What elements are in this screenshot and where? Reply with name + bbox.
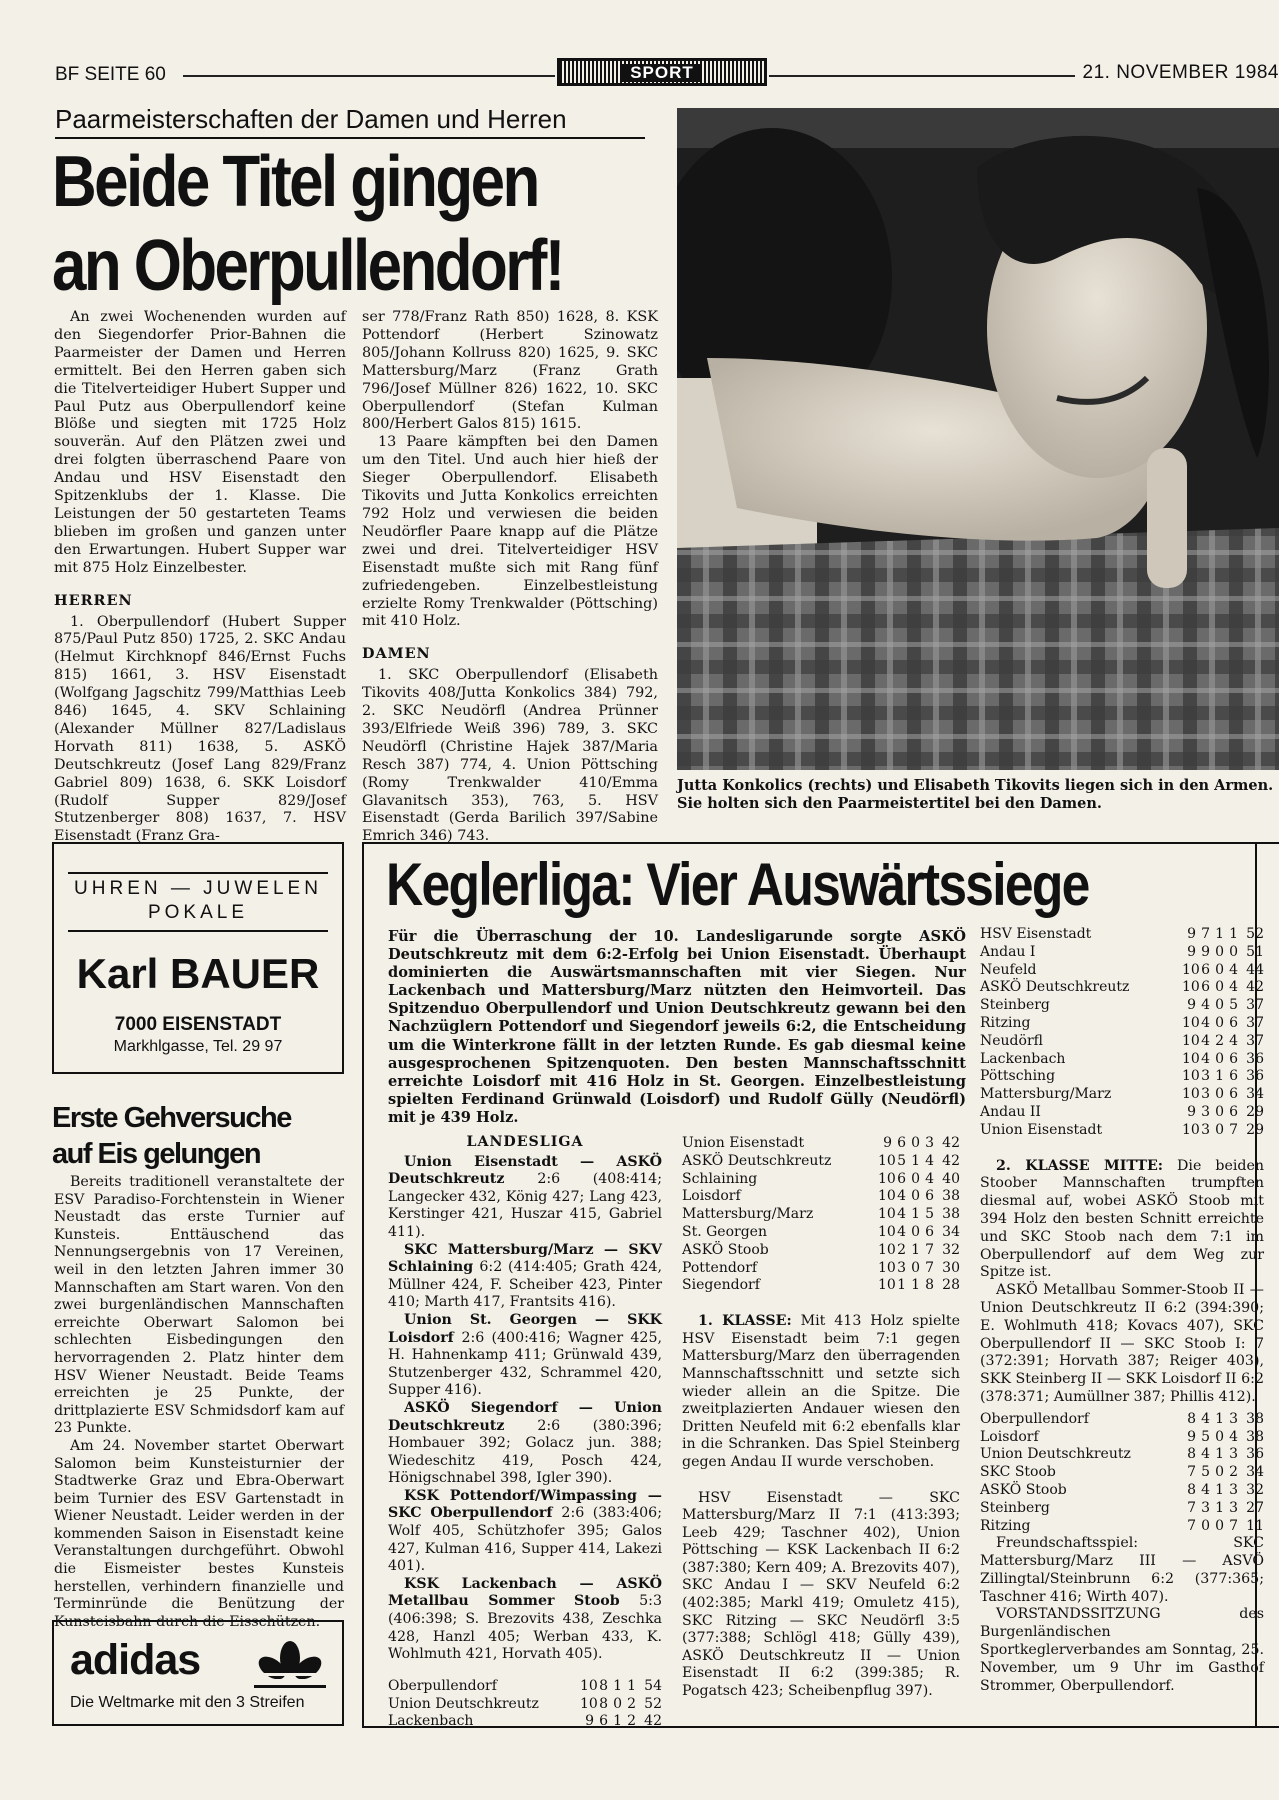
article-column-2 — [362, 309, 658, 846]
table-cell: 8 — [925, 1277, 934, 1294]
ad-tagline-2: POKALE — [147, 902, 249, 923]
headline-line-2: an Oberpullendorf! — [52, 226, 563, 306]
landesliga-results — [388, 1154, 662, 1664]
table-cell: 1 — [911, 1152, 920, 1169]
table-cell: 0 — [1215, 1014, 1224, 1031]
table-cell: 42 — [942, 1152, 960, 1169]
table-cell: 1 — [1215, 926, 1224, 942]
article-column-1 — [54, 309, 346, 846]
table-cell: 10 — [1182, 1086, 1200, 1103]
table-cell: 28 — [942, 1277, 960, 1294]
table-cell: 4 — [925, 1170, 934, 1187]
table-row — [682, 1242, 960, 1260]
team-name: Lackenbach — [980, 1050, 1066, 1067]
table-cell: 8 — [1187, 1446, 1196, 1463]
table-row — [682, 1277, 960, 1295]
match-teams: KSK Lackenbach — ASKÖ Metallbau Sommer Stoob — [388, 1575, 662, 1610]
klasse1-table — [980, 926, 1264, 1140]
table-row — [682, 1135, 960, 1153]
keglerliga-lead: Für die Überraschung der 10. Landesligarunde sorgte ASKÖ Deutschkreutz mit dem 6:2-Erfolg bei Union Eisenstadt. Überhaupt dominierten die Auswärtsmannschaften mit vier Siegen. Nur Lackenbach und Mattersburg/Marz nützten den Heimvorteil. Das Spitzenduo Oberpullendorf und Union Deutschkreutz gewann bei den Nachzüglern Pottendorf und Siegendorf jeweils 6:2, die Entscheidung um die Winterkrone fällt in der letzten Runde. Es gab diesmal keine ausgesprochenen Spitzenquoten. Den besten Mannschaftsschnitt erreichte Loisdorf mit 416 Holz in St. Georgen. Einzelbestleistung spielten Ferdinand Grünwald (Loisdorf) und Rudolf Gülly (Neudörfl) mit je 439 Holz. — [388, 928, 966, 1126]
table-cell: 0 — [1215, 1103, 1224, 1120]
table-cell: 9 — [1187, 926, 1196, 942]
table-cell: 3 — [1201, 1499, 1210, 1516]
match-teams: SKC Mattersburg/Marz — SKV Schlaining — [388, 1241, 662, 1276]
issue-date: 21. NOVEMBER 1984 — [1082, 62, 1279, 83]
table-cell: 4 — [1229, 979, 1238, 996]
table-cell: 0 — [1215, 997, 1224, 1014]
table-cell: 9 — [883, 1135, 892, 1151]
klasse2-table — [980, 1411, 1264, 1536]
klasse2-heading: 2. KLASSE MITTE: — [996, 1157, 1164, 1174]
table-cell: 8 — [599, 1677, 608, 1694]
team-name: SKC Stoob — [980, 1464, 1056, 1481]
match-result — [388, 1312, 662, 1400]
klasse2-column — [980, 926, 1264, 1695]
table-cell: 3 — [1229, 1481, 1238, 1498]
table-cell: 4 — [925, 1152, 934, 1169]
table-cell: 1 — [911, 1277, 920, 1294]
team-name: St. Georgen — [682, 1223, 767, 1240]
table-cell: 6 — [1229, 1014, 1238, 1031]
table-cell: 10 — [1182, 1014, 1200, 1031]
team-name: Pöttsching — [980, 1068, 1056, 1085]
table-cell: 10 — [1182, 1050, 1200, 1067]
table-cell: 10 — [580, 1677, 598, 1694]
table-cell: 5 — [1201, 1464, 1210, 1481]
table-cell: 0 — [1215, 961, 1224, 978]
table-cell: 1 — [897, 1277, 906, 1294]
table-cell: 52 — [644, 1695, 662, 1712]
team-name: ASKÖ Deutschkreutz — [980, 979, 1130, 996]
match-teams: ASKÖ Siegendorf — Union Deutschkreutz — [388, 1399, 662, 1434]
article-headline — [52, 140, 568, 308]
table-cell: 27 — [1246, 1499, 1264, 1516]
table-cell: 6 — [1229, 1086, 1238, 1103]
table-cell: 3 — [1229, 1499, 1238, 1516]
table-cell: 10 — [878, 1152, 896, 1169]
team-name: Ritzing — [980, 1014, 1031, 1031]
adidas-wordmark: adidas — [70, 1636, 201, 1684]
table-cell: 1 — [1215, 1499, 1224, 1516]
table-cell: 6 — [897, 1135, 906, 1151]
ad-tagline-1: UHREN — JUWELEN — [74, 878, 322, 899]
table-cell: 8 — [599, 1695, 608, 1712]
table-row — [980, 1122, 1264, 1140]
table-cell: 1 — [1215, 1481, 1224, 1498]
section-label-box — [557, 58, 767, 86]
keglerliga-headline: Keglerliga: Vier Auswärtssiege — [386, 851, 1089, 918]
table-cell: 0 — [1215, 1050, 1224, 1067]
table-row — [388, 1713, 662, 1731]
table-cell: 1 — [1215, 1068, 1224, 1085]
photo-caption: Jutta Konkolics (rechts) und Elisabeth Tikovits liegen sich in den Armen. Sie holten sich den Paarmeistertitel bei den Damen. — [677, 777, 1274, 812]
table-cell: 4 — [897, 1206, 906, 1223]
match-detail: 2:6 (400:416; Wagner 425, H. Hahnenkamp 411; Grünwald 439, Stutzenberger 432, Schrammel 420, Supper 416). — [388, 1329, 662, 1399]
herren-heading: HERREN — [54, 591, 133, 609]
table-row — [388, 1678, 662, 1696]
table-row — [980, 1446, 1264, 1464]
table-cell: 7 — [1201, 926, 1210, 942]
match-result — [388, 1400, 662, 1488]
table-cell: 0 — [1215, 943, 1224, 960]
team-name: Neufeld — [980, 961, 1037, 978]
table-cell: 0 — [1215, 1517, 1224, 1534]
table-row — [980, 1086, 1264, 1104]
table-cell: 1 — [1215, 1410, 1224, 1427]
team-name: ASKÖ Stoob — [682, 1241, 769, 1258]
team-name: Oberpullendorf — [980, 1410, 1089, 1427]
table-row — [682, 1260, 960, 1278]
table-cell: 34 — [942, 1223, 960, 1240]
landesliga-column — [388, 1134, 662, 1731]
match-result — [388, 1576, 662, 1664]
table-cell: 10 — [580, 1695, 598, 1712]
table-row — [682, 1206, 960, 1224]
ad-city: 7000 EISENSTADT — [114, 1014, 282, 1035]
table-cell: 5 — [1229, 997, 1238, 1014]
table-cell: 9 — [1187, 1103, 1196, 1120]
ad-adidas — [52, 1620, 344, 1726]
table-cell: 6 — [1201, 961, 1210, 978]
team-name: Loisdorf — [980, 1428, 1039, 1445]
trefoil-icon — [250, 1640, 330, 1688]
match-detail: 2:6 (380:396; Hombauer 392; Golacz jun. 388; Wiedeschitz 419, Posch 424, Hönigschnabel 398, Igler 390). — [388, 1417, 662, 1487]
ice-headline-line-1: Erste Gehversuche — [52, 1102, 291, 1134]
table-cell: 10 — [878, 1259, 896, 1276]
table-cell: 3 — [897, 1259, 906, 1276]
headline-line-1: Beide Titel gingen — [52, 142, 538, 222]
photo-illustration — [677, 108, 1279, 770]
ice-article-body — [54, 1174, 344, 1631]
table-cell: 54 — [644, 1677, 662, 1694]
table-row — [980, 962, 1264, 980]
klasse1-paragraph — [682, 1313, 960, 1471]
team-name: ASKÖ Deutschkreutz — [682, 1152, 832, 1169]
herren-results-cont: ser 778/Franz Rath 850) 1628, 8. KSK Pottendorf (Herbert Szinowatz 805/Johann Kollruss 820) 1625, 9. SKC Mattersburg/Marz (Franz Grath 796/Josef Müllner 826) 1622, 10. SKC Oberpullendorf (Stefan Kulman 800/Herbert Galos 815) 1615. — [362, 309, 658, 433]
table-cell: 8 — [1187, 1410, 1196, 1427]
ad-divider-top — [68, 872, 328, 874]
table-cell: 7 — [1187, 1464, 1196, 1481]
vorstandssitzung: VORSTANDSSITZUNG des Burgenländischen Sportkeglerverbandes am Sonntag, 25. November, um 9 Uhr im Gasthof Strommer, Oberpullendorf. — [980, 1606, 1264, 1694]
table-cell: 0 — [1215, 1086, 1224, 1103]
table-cell: 4 — [897, 1188, 906, 1205]
table-cell: 2 — [1215, 1032, 1224, 1049]
team-name: Oberpullendorf — [388, 1677, 497, 1694]
article-kicker: Paarmeisterschaften der Damen und Herren — [55, 104, 645, 139]
table-cell: 0 — [1229, 943, 1238, 960]
damen-paragraph: 13 Paare kämpften bei den Damen um den Titel. Und auch hier hieß der Sieger Oberpullendorf. Elisabeth Tikovits und Jutta Konkolics erreichten 792 Holz und verwiesen die beiden Neudörfler Paare knapp auf die Plätze zwei und drei. Titelverteidiger HSV Eisenstadt mußte sich mit Rang fünf zufriedengeben. Einzelbestleistung erzielte Romy Trenkwalder (Pöttsching) mit 410 Holz. — [362, 434, 658, 630]
klasse1-results: HSV Eisenstadt — SKC Mattersburg/Marz II 7:1 (413:393; Leeb 429; Taschner 402), Union Pöttsching — KSK Lackenbach II 6:2 (387:380; Kern 409; A. Brezovits 407), SKC Andau I — SKV Neufeld 6:2 (402:385; Markl 419; Omuletz 415), SKC Ritzing — SKC Neudörfl 3:5 (377:388; Schlögl 418; Gülly 439), ASKÖ Deutschkreutz II — Union Eisenstadt II 6:2 (399:385; R. Pogatsch 423; Scheibenpflug 397). — [682, 1489, 960, 1700]
table-cell: 3 — [1229, 1446, 1238, 1463]
klasse1-body: Mit 413 Holz spielte HSV Eisenstadt beim 7:1 gegen Mattersburg/Marz den überragenden Mannschaftsschnitt und setzte sich wieder allein an die Spitze. Die zweitplazierten Andauer wiesen den Dritten Neufeld mit 6:2 ebenfalls klar in die Schranken. Das Spiel Steinberg gegen Andau II wurde verschoben. — [682, 1313, 960, 1470]
table-cell: 1 — [1229, 926, 1238, 942]
table-cell: 4 — [1201, 1446, 1210, 1463]
table-cell: 9 — [1187, 943, 1196, 960]
table-cell: 6 — [925, 1223, 934, 1240]
table-cell: 10 — [878, 1206, 896, 1223]
table-cell: 3 — [925, 1135, 934, 1151]
table-cell: 32 — [1246, 1481, 1264, 1498]
table-cell: 6 — [1229, 1068, 1238, 1085]
table-cell: 6 — [1201, 979, 1210, 996]
table-row — [980, 1482, 1264, 1500]
team-name: Lackenbach — [388, 1713, 474, 1730]
table-cell: 10 — [878, 1241, 896, 1258]
table-cell: 2 — [1229, 1464, 1238, 1481]
table-cell: 10 — [878, 1277, 896, 1294]
intro-paragraph: An zwei Wochenenden wurden auf den Siegendorfer Prior-Bahnen die Paarmeister der Damen und Herren ermittelt. Bei den Herren gaben sich die Titelverteidiger Hubert Supper und Paul Putz aus Oberpullendorf keine Blöße und siegten mit 1725 Holz souverän. Auf den Plätzen zwei und drei folgten überraschend Paare von Andau und HSV Eisenstadt den Spitzenklubs der 1. Klasse. Die Leistungen der 50 gestarteten Teams blieben im großen und ganzen unter den Erwartungen. Hubert Supper war mit 875 Holz Einzelbester. — [54, 309, 346, 576]
team-name: Mattersburg/Marz — [682, 1206, 814, 1223]
landesliga-table-part1 — [388, 1678, 662, 1731]
team-name: Siegendorf — [682, 1277, 760, 1294]
table-cell: 0 — [1201, 1517, 1210, 1534]
table-cell: 3 — [1201, 1121, 1210, 1138]
table-row — [980, 1464, 1264, 1482]
table-cell: 5 — [897, 1152, 906, 1169]
match-detail: 2:6 (408:414; Langecker 432, König 427; Lang 423, Kerstinger 421, Huszar 415, Gabriel 411). — [388, 1171, 662, 1240]
table-cell: 2 — [627, 1713, 636, 1730]
table-row — [388, 1696, 662, 1714]
table-cell: 10 — [1182, 961, 1200, 978]
match-detail: 2:6 (383:406; Wolf 405, Schützhofer 395; Galos 427, Kulman 416, Supper 414, Lakezi 401). — [388, 1505, 662, 1575]
table-cell: 6 — [1229, 1050, 1238, 1067]
table-cell: 0 — [1215, 1121, 1224, 1138]
table-cell: 52 — [1246, 926, 1264, 942]
table-cell: 10 — [1182, 1068, 1200, 1085]
table-cell: 7 — [1187, 1499, 1196, 1516]
table-cell: 2 — [627, 1695, 636, 1712]
table-row — [980, 1051, 1264, 1069]
table-cell: 38 — [942, 1206, 960, 1223]
table-cell: 9 — [1187, 997, 1196, 1014]
ad-business-name: Karl BAUER — [76, 950, 320, 997]
table-cell: 5 — [1201, 1428, 1210, 1445]
table-cell: 4 — [1201, 1014, 1210, 1031]
table-cell: 5 — [925, 1206, 934, 1223]
header-rule-right — [769, 75, 1075, 77]
table-cell: 0 — [911, 1188, 920, 1205]
ice-paragraph-2: Am 24. November startet Oberwart Salomon beim Kunsteisturnier der Stadtwerke Graz und Ebra-Oberwart beim Turnier des ESV Gartenstadt in Wiener Neustadt. Leider werden in der kommenden Saison in Eisenstadt keine Veranstaltungen durchgeführt. Obwohl die Eismeister bestes Kunsteis herstellen, verhindern finanzielle und Terminründe die Benützung der Kunsteisbahn durch die Eisschützen. — [54, 1437, 344, 1630]
table-cell: 36 — [1246, 1446, 1264, 1463]
table-cell: 38 — [1246, 1428, 1264, 1445]
table-cell: 38 — [1246, 1410, 1264, 1427]
table-cell: 3 — [1201, 1086, 1210, 1103]
team-name: Pottendorf — [682, 1259, 758, 1276]
match-detail: 6:2 (414:405; Grath 424, Müllner 424, F. Scheiber 423, Pinter 410; Marth 417, Frantsits 416). — [388, 1259, 662, 1311]
table-cell: 0 — [911, 1170, 920, 1187]
table-cell: 1 — [911, 1241, 920, 1258]
table-row — [980, 1015, 1264, 1033]
ice-article-headline — [52, 1100, 352, 1172]
table-cell: 4 — [1201, 1481, 1210, 1498]
team-name: Neudörfl — [980, 1032, 1043, 1049]
page-number: BF SEITE 60 — [55, 64, 166, 85]
match-teams: Union Eisenstadt — ASKÖ Deutschkreutz — [388, 1153, 662, 1188]
table-cell: 10 — [1182, 1121, 1200, 1138]
herren-results: 1. Oberpullendorf (Hubert Supper 875/Paul Putz 850) 1725, 2. SKC Andau (Helmut Kirchknopf 846/Ernst Fuchs 815) 1661, 3. HSV Eisenstadt (Wolfgang Jagschitz 799/Matthias Leeb 846) 1645, 4. SKV Schlaining (Alexander Müllner 827/Ladislaus Horvath 811) 1638, 5. ASKÖ Deutschkreutz (Josef Lang 829/Franz Gabriel 809) 1638, 6. SKK Loisdorf (Rudolf Supper 829/Josef Stutzenberger 808) 1637, 7. HSV Eisenstadt (Franz Gra- — [54, 613, 346, 845]
table-cell: 0 — [1215, 1428, 1224, 1445]
table-cell: 32 — [942, 1241, 960, 1258]
ad-divider-bottom — [68, 930, 328, 932]
section-label: SPORT — [622, 64, 702, 82]
table-cell: 0 — [1215, 979, 1224, 996]
table-cell: 4 — [1229, 961, 1238, 978]
header-rule-left — [183, 75, 555, 77]
table-cell: 37 — [1246, 997, 1264, 1014]
table-cell: 7 — [925, 1241, 934, 1258]
team-name: Mattersburg/Marz — [980, 1086, 1112, 1103]
table-cell: 1 — [911, 1206, 920, 1223]
table-cell: 6 — [1229, 1103, 1238, 1120]
klasse1-column — [682, 1135, 960, 1701]
table-cell: 4 — [1201, 1032, 1210, 1049]
team-name: Steinberg — [980, 997, 1050, 1014]
table-row — [682, 1171, 960, 1189]
table-row — [980, 979, 1264, 997]
table-cell: 36 — [1246, 1050, 1264, 1067]
match-teams: KSK Pottendorf/Wimpassing — SKC Oberpullendorf — [388, 1487, 662, 1522]
table-cell: 7 — [1187, 1517, 1196, 1534]
table-cell: 8 — [1187, 1481, 1196, 1498]
klasse2-body: Die beiden Stoober Mannschaften trumpften diesmal auf, wobei ASKÖ Stoob mit 394 Holz den besten Schnitt erreichte und SKC Stoob nach dem 7:1 im Oberpullendorf auf dem Weg zur Spitze ist. — [980, 1157, 1265, 1281]
ice-headline-line-2: auf Eis gelungen — [52, 1138, 261, 1170]
table-cell: 44 — [1246, 961, 1264, 978]
table-row — [980, 944, 1264, 962]
table-row — [682, 1188, 960, 1206]
table-cell: 37 — [1246, 1014, 1264, 1031]
table-row — [980, 1500, 1264, 1518]
table-cell: 0 — [911, 1223, 920, 1240]
table-cell: 29 — [1246, 1103, 1264, 1120]
team-name: Loisdorf — [682, 1188, 741, 1205]
table-cell: 10 — [1182, 979, 1200, 996]
team-name: Union Deutschkreutz — [388, 1695, 539, 1712]
table-cell: 10 — [1182, 1032, 1200, 1049]
match-result — [388, 1242, 662, 1312]
news-photo — [677, 108, 1279, 770]
table-cell: 9 — [1187, 1428, 1196, 1445]
klasse2-paragraph — [980, 1158, 1264, 1283]
table-cell: 30 — [942, 1259, 960, 1276]
table-cell: 4 — [1201, 997, 1210, 1014]
ad-address: Markhlgasse, Tel. 29 97 — [113, 1038, 283, 1055]
table-cell: 42 — [644, 1713, 662, 1730]
team-name: Union Eisenstadt — [682, 1135, 805, 1151]
table-cell: 0 — [911, 1259, 920, 1276]
table-row — [980, 1068, 1264, 1086]
match-result — [388, 1154, 662, 1242]
table-cell: 11 — [1246, 1517, 1264, 1534]
damen-results: 1. SKC Oberpullendorf (Elisabeth Tikovits 408/Jutta Konkolics 384) 792, 2. SKC Neudörfl (Andrea Prünner 393/Elfriede Weiß 396) 789, 3. SKC Neudörfl (Christine Hajek 387/Maria Resch 387) 774, 4. Union Pöttsching (Romy Trenkwalder 410/Emma Glavanitsch 353), 763, 5. HSV Eisenstadt (Gerda Barilich 397/Sabine Emrich 346) 743. — [362, 667, 658, 845]
table-cell: 42 — [1246, 979, 1264, 996]
table-cell: 1 — [627, 1677, 636, 1694]
match-teams: Union St. Georgen — SKK Loisdorf — [388, 1311, 662, 1346]
team-name: Andau I — [980, 943, 1036, 960]
table-cell: 36 — [1246, 1068, 1264, 1085]
table-cell: 10 — [878, 1170, 896, 1187]
table-cell: 3 — [1201, 1103, 1210, 1120]
table-cell: 2 — [897, 1241, 906, 1258]
table-cell: 0 — [911, 1135, 920, 1151]
table-cell: 10 — [878, 1188, 896, 1205]
team-name: Schlaining — [682, 1170, 758, 1187]
table-row — [980, 926, 1264, 944]
ad-jeweler — [52, 842, 344, 1074]
team-name: Andau II — [980, 1103, 1041, 1120]
adidas-slogan: Die Weltmarke mit den 3 Streifen — [70, 1694, 305, 1711]
table-cell: 29 — [1246, 1121, 1264, 1138]
landesliga-table-part2 — [682, 1135, 960, 1295]
table-cell: 0 — [1215, 1464, 1224, 1481]
table-row — [980, 1429, 1264, 1447]
table-cell: 7 — [1229, 1121, 1238, 1138]
table-row — [682, 1224, 960, 1242]
table-cell: 7 — [925, 1259, 934, 1276]
table-cell: 7 — [1229, 1517, 1238, 1534]
table-row — [980, 1104, 1264, 1122]
table-cell: 40 — [942, 1170, 960, 1187]
table-cell: 4 — [1229, 1428, 1238, 1445]
table-cell: 4 — [1201, 1410, 1210, 1427]
table-row — [980, 1411, 1264, 1429]
table-cell: 4 — [897, 1223, 906, 1240]
table-cell: 6 — [925, 1188, 934, 1205]
klasse1-heading: 1. KLASSE: — [698, 1313, 792, 1330]
table-cell: 10 — [878, 1223, 896, 1240]
table-cell: 1 — [613, 1677, 622, 1694]
team-name: Union Deutschkreutz — [980, 1446, 1131, 1463]
table-cell: 37 — [1246, 1032, 1264, 1049]
table-cell: 1 — [1215, 1446, 1224, 1463]
table-cell: 6 — [599, 1713, 608, 1730]
landesliga-heading: LANDESLIGA — [466, 1134, 584, 1150]
table-cell: 1 — [613, 1713, 622, 1730]
team-name: Steinberg — [980, 1499, 1050, 1516]
match-result — [388, 1488, 662, 1576]
team-name: HSV Eisenstadt — [980, 926, 1092, 942]
table-cell: 3 — [1201, 1068, 1210, 1085]
table-cell: 42 — [942, 1135, 960, 1151]
table-cell: 4 — [1201, 1050, 1210, 1067]
klasse2-results: ASKÖ Metallbau Sommer-Stoob II — Union Deutschkreutz II 6:2 (394:390; E. Wohlmuth 418; Kovacs 407), SKC Oberpullendorf II — SKC Stoob I: 7 (372:391; Horvath 387; Reiger 403), SKK Steinberg II — SKK Loisdorf II 6:2 (378:371; Aumüllner 387; Phillis 412). — [980, 1282, 1264, 1405]
team-name: ASKÖ Stoob — [980, 1481, 1067, 1498]
table-row — [980, 1518, 1264, 1536]
table-cell: 6 — [897, 1170, 906, 1187]
table-cell: 4 — [1229, 1032, 1238, 1049]
damen-heading: DAMEN — [362, 645, 431, 663]
table-row — [980, 1033, 1264, 1051]
table-cell: 34 — [1246, 1464, 1264, 1481]
table-cell: 34 — [1246, 1086, 1264, 1103]
match-detail: 5:3 (406:398; S. Brezovits 438, Zeschka 428, Hanzl 405; Werban 433, K. Wohlmuth 421, Horvath 405). — [388, 1593, 662, 1663]
table-cell: 9 — [1201, 943, 1210, 960]
table-cell: 51 — [1246, 943, 1264, 960]
freundschaftsspiel: Freundschaftsspiel: SKC Mattersburg/Marz III — ASVÖ Zillingtal/Steinbrunn 6:2 (377:365; Taschner 416; Wirth 407). — [980, 1535, 1264, 1605]
table-cell: 0 — [613, 1695, 622, 1712]
table-row — [980, 997, 1264, 1015]
table-cell: 3 — [1229, 1410, 1238, 1427]
table-cell: 9 — [585, 1713, 594, 1730]
team-name: Ritzing — [980, 1517, 1031, 1534]
team-name: Union Eisenstadt — [980, 1121, 1103, 1138]
ice-paragraph-1: Bereits traditionell veranstaltete der ESV Paradiso-Forchtenstein in Wiener Neustadt das erste Turnier auf Kunsteis. Enttäuschend das Nennungsergebnis von 17 Vereinen, weil in den letzten Jahren immer 30 Mannschaften am Start waren. Von den zwei burgenländischen Mannschaften erreichte Oberwart Salomon bei schlechten Eisbedingungen den hervorragenden 2. Platz hinter dem HSV Wiener Neustadt. Beide Teams erreichten je 25 Punkte, der drittplazierte ESV Schmidsdorf kam auf 23 Punkte. — [54, 1174, 344, 1437]
table-row — [682, 1153, 960, 1171]
table-cell: 38 — [942, 1188, 960, 1205]
